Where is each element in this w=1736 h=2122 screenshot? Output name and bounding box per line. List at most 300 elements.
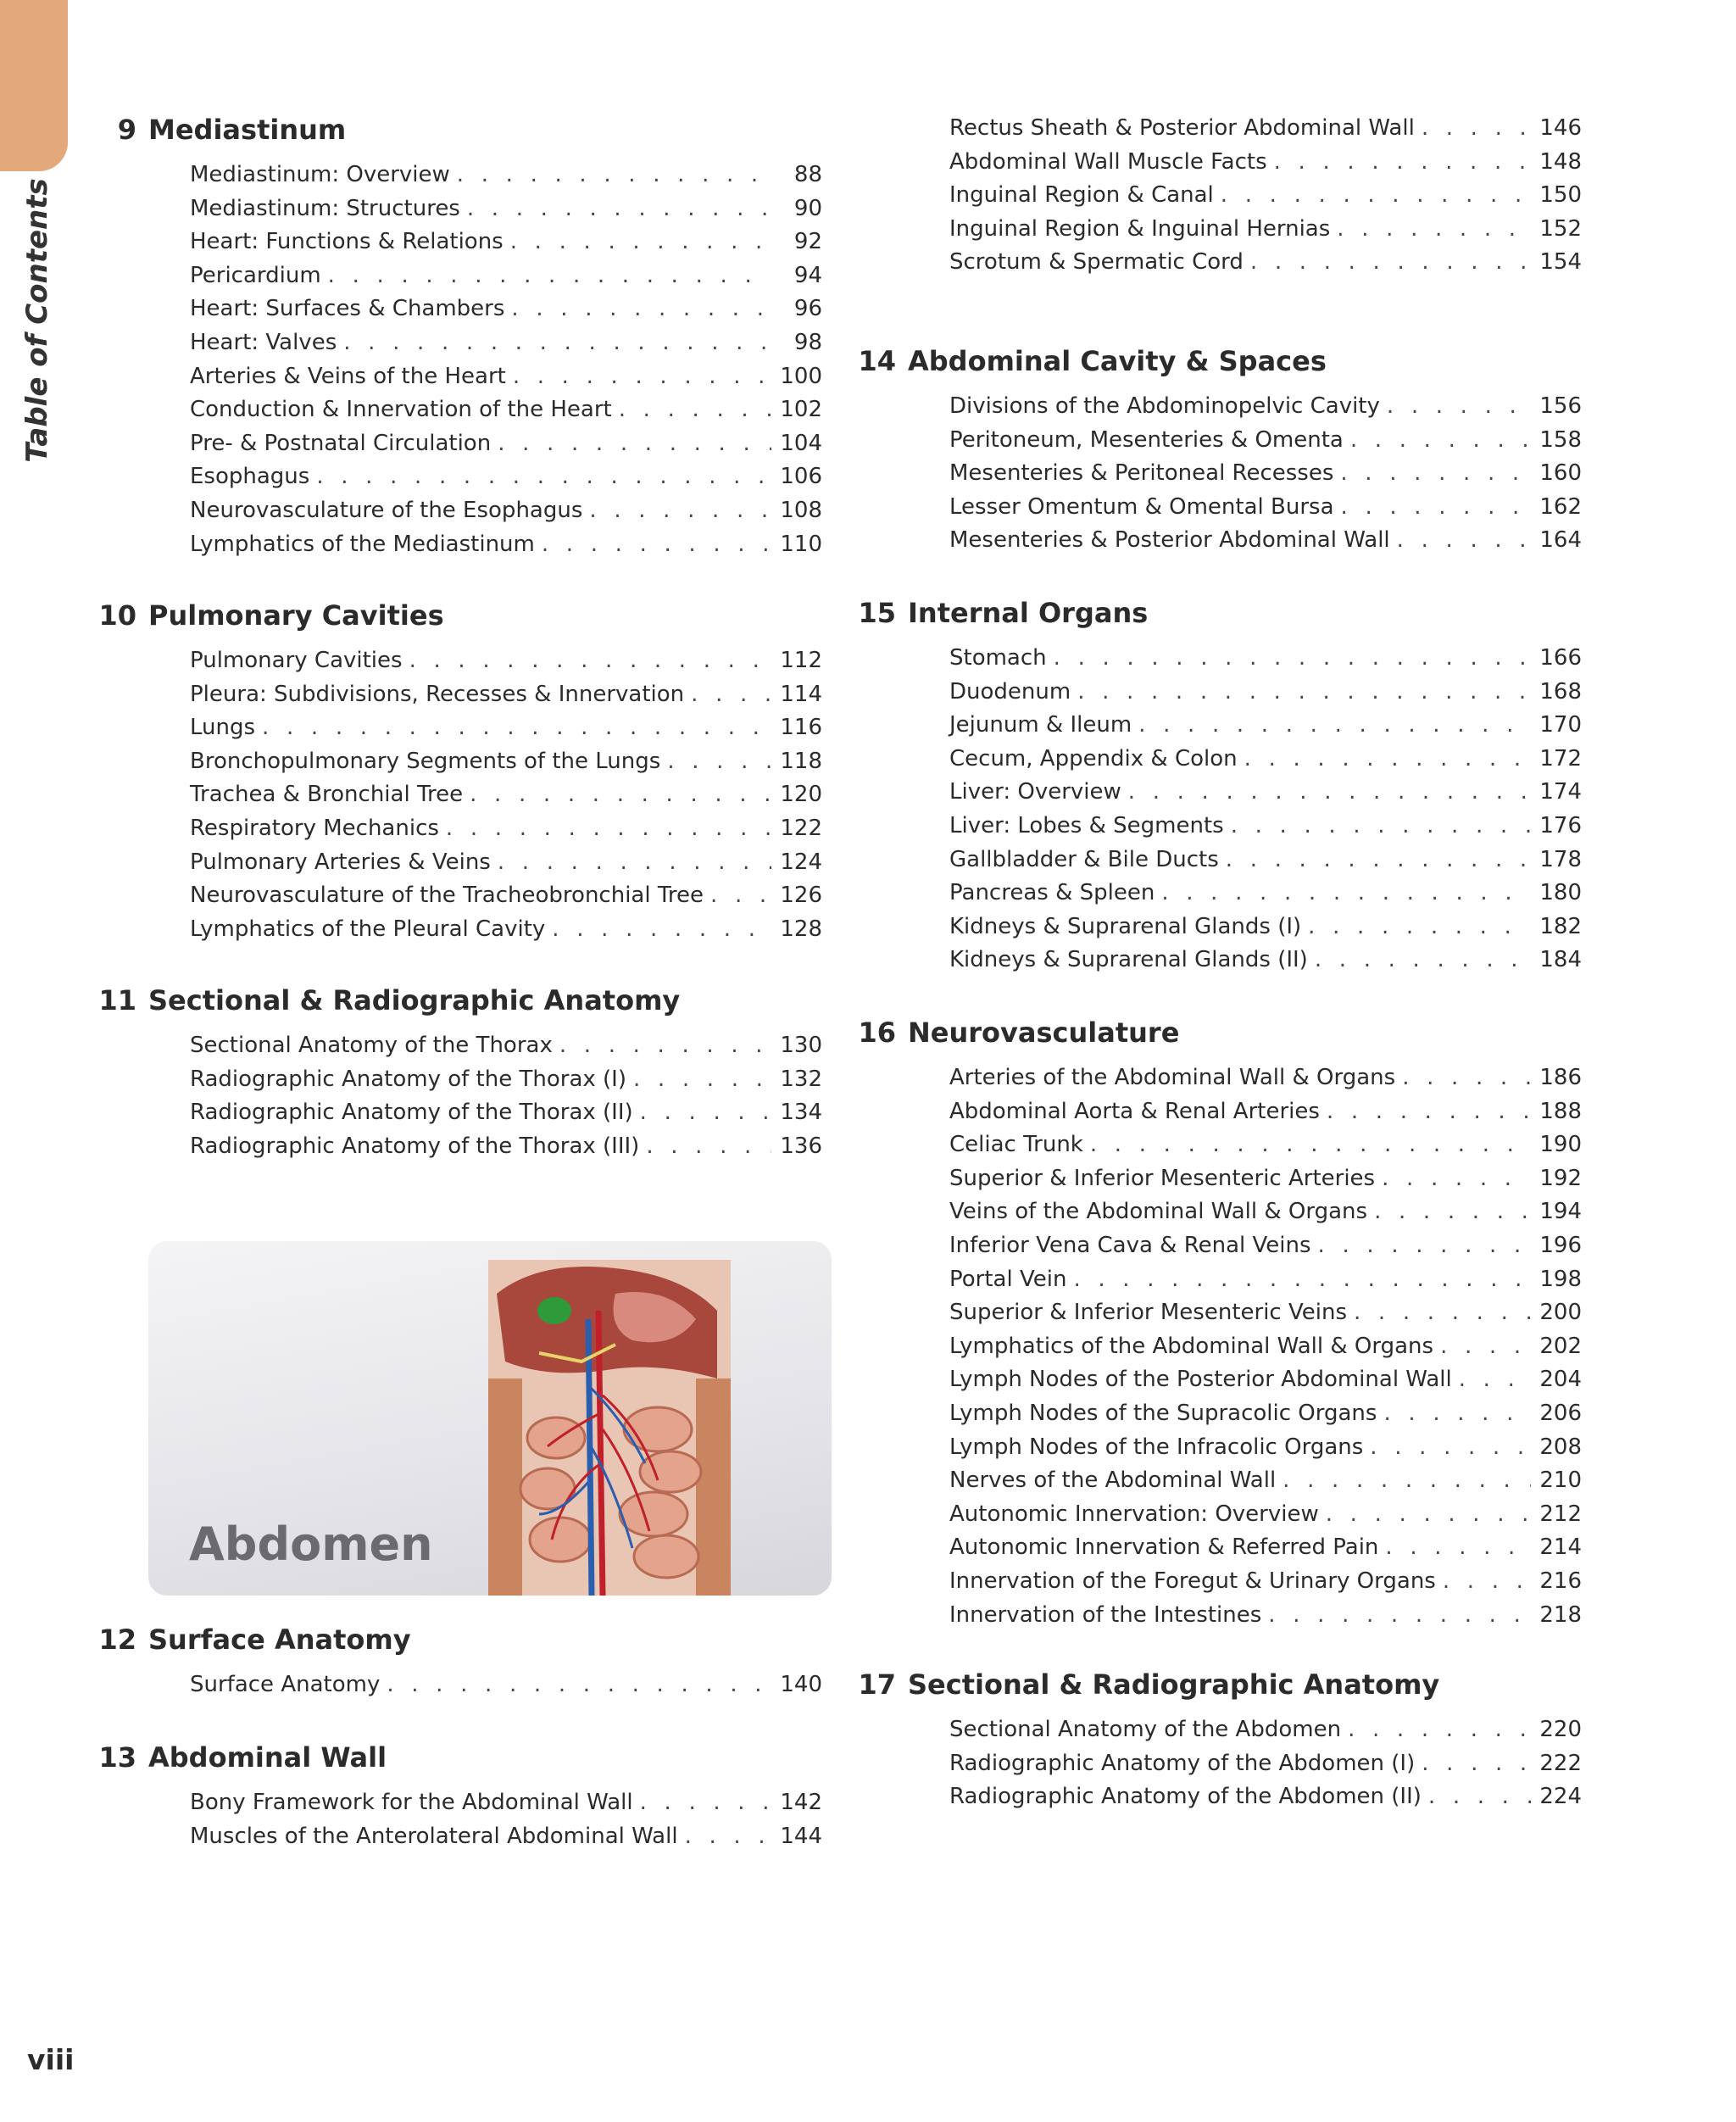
entry-title: Radiographic Anatomy of the Thorax (II) — [190, 1100, 633, 1126]
entry-title: Heart: Surfaces & Chambers — [190, 296, 505, 322]
chapter-heading — [858, 1016, 1582, 1050]
dot-leader — [1138, 709, 1531, 743]
entry-list — [908, 642, 1582, 977]
entry-page-number: 178 — [1539, 846, 1582, 872]
dot-leader — [1387, 390, 1531, 424]
dot-leader — [691, 678, 771, 712]
dot-leader — [619, 393, 771, 427]
entry-page-number: 160 — [1539, 460, 1582, 487]
toc-entry[interactable] — [949, 1464, 1582, 1498]
entry-page-number: 134 — [780, 1100, 822, 1126]
entry-title: Radiographic Anatomy of the Thorax (I) — [190, 1066, 626, 1092]
entry-title: Radiographic Anatomy of the Abdomen (I) — [949, 1750, 1416, 1776]
entry-title: Superior & Inferior Mesenteric Veins — [949, 1300, 1347, 1326]
toc-entry[interactable] — [949, 642, 1582, 676]
toc-entry[interactable] — [949, 1162, 1582, 1196]
entry-title: Heart: Functions & Relations — [190, 229, 504, 255]
entry-page-number: 144 — [780, 1823, 822, 1849]
toc-entry[interactable] — [190, 913, 822, 947]
entry-page-number: 152 — [1539, 215, 1582, 242]
entry-title: Heart: Valves — [190, 329, 337, 355]
dot-leader — [1054, 642, 1531, 676]
entry-list — [908, 1713, 1582, 1814]
chapter-title: Internal Organs — [908, 597, 1149, 629]
dot-leader — [1340, 457, 1531, 491]
entry-page-number: 196 — [1539, 1232, 1582, 1258]
dot-leader — [1274, 146, 1531, 180]
entry-title: Respiratory Mechanics — [190, 815, 439, 841]
dot-leader — [1422, 1747, 1531, 1781]
entry-page-number: 114 — [780, 681, 822, 707]
entry-page-number: 194 — [1539, 1199, 1582, 1225]
entry-list — [148, 1786, 822, 1853]
toc-entry[interactable] — [949, 213, 1582, 247]
toc-entry[interactable] — [190, 678, 822, 712]
entry-page-number: 128 — [780, 916, 822, 942]
entry-page-number: 108 — [780, 497, 822, 523]
entry-list — [908, 112, 1582, 280]
dot-leader — [1459, 1363, 1531, 1397]
entry-page-number: 182 — [1539, 913, 1582, 939]
entry-title: Pleura: Subdivisions, Recesses & Innervation — [190, 681, 685, 707]
chapter-title: Surface Anatomy — [148, 1624, 411, 1656]
toc-entry[interactable] — [949, 944, 1582, 977]
section-color-tab — [0, 0, 68, 171]
entry-title: Esophagus — [190, 464, 310, 490]
entry-title: Bronchopulmonary Segments of the Lungs — [190, 748, 661, 774]
toc-entry[interactable] — [949, 112, 1582, 146]
dot-leader — [343, 326, 771, 360]
entry-title: Kidneys & Suprarenal Glands (I) — [949, 913, 1302, 939]
dot-leader — [1231, 810, 1531, 844]
entry-title: Radiographic Anatomy of the Thorax (III) — [190, 1133, 640, 1159]
page-number: viii — [27, 2043, 75, 2076]
toc-entry[interactable] — [949, 179, 1582, 213]
toc-entry[interactable] — [190, 879, 822, 913]
entry-page-number: 158 — [1539, 426, 1582, 453]
chapter-13-continued — [908, 112, 1582, 280]
chapter-number: 11 — [98, 984, 136, 1016]
entry-title: Neurovasculature of the Tracheobronchial Tree — [190, 883, 704, 909]
toc-entry[interactable] — [949, 1498, 1582, 1532]
toc-entry[interactable] — [949, 524, 1582, 558]
entry-page-number: 170 — [1539, 712, 1582, 738]
toc-entry[interactable] — [190, 1029, 822, 1063]
toc-entry[interactable] — [190, 711, 822, 745]
chapter-heading — [98, 1623, 822, 1657]
entry-page-number: 136 — [780, 1133, 822, 1159]
entry-list — [908, 1061, 1582, 1632]
dot-leader — [646, 1130, 771, 1164]
entry-title: Pulmonary Cavities — [190, 648, 403, 673]
entry-page-number: 110 — [780, 531, 822, 557]
entry-title: Pre- & Postnatal Circulation — [190, 430, 492, 456]
toc-entry[interactable] — [190, 393, 822, 427]
entry-title: Inferior Vena Cava & Renal Veins — [949, 1232, 1311, 1258]
toc-entry[interactable] — [949, 709, 1582, 743]
entry-page-number: 168 — [1539, 678, 1582, 705]
chapter-number: 12 — [98, 1624, 136, 1656]
toc-entry[interactable] — [949, 1128, 1582, 1162]
entry-title: Cecum, Appendix & Colon — [949, 745, 1238, 771]
entry-title: Neurovasculature of the Esophagus — [190, 497, 583, 523]
dot-leader — [1221, 179, 1531, 213]
entry-title: Gallbladder & Bile Ducts — [949, 846, 1219, 872]
dot-leader — [387, 1668, 771, 1702]
dot-leader — [1382, 1162, 1531, 1196]
entry-title: Conduction & Innervation of the Heart — [190, 397, 612, 423]
dot-leader — [1077, 676, 1531, 710]
toc-entry[interactable] — [949, 1263, 1582, 1297]
toc-entry[interactable] — [190, 192, 822, 226]
toc-entry[interactable] — [949, 1195, 1582, 1229]
entry-title: Inguinal Region & Canal — [949, 182, 1214, 209]
chapter-title: Mediastinum — [148, 114, 347, 146]
dot-leader — [589, 494, 771, 528]
toc-entry[interactable] — [190, 292, 822, 326]
dot-leader — [667, 745, 771, 779]
entry-title: Veins of the Abdominal Wall & Organs — [949, 1199, 1368, 1225]
entry-title: Inguinal Region & Inguinal Hernias — [949, 215, 1331, 242]
entry-list — [148, 1668, 822, 1702]
entry-title: Rectus Sheath & Posterior Abdominal Wall — [949, 115, 1415, 141]
toc-entry[interactable] — [949, 676, 1582, 710]
toc-entry[interactable] — [949, 743, 1582, 777]
dot-leader — [446, 812, 771, 846]
dot-leader — [1283, 1464, 1531, 1498]
entry-page-number: 96 — [793, 296, 822, 322]
entry-title: Stomach — [949, 645, 1047, 671]
entry-title: Arteries of the Abdominal Wall & Organs — [949, 1065, 1396, 1090]
entry-page-number: 112 — [780, 648, 822, 673]
entry-title: Abdominal Aorta & Renal Arteries — [949, 1098, 1320, 1124]
dot-leader — [1250, 246, 1531, 280]
dot-leader — [1354, 1296, 1531, 1330]
dot-leader — [262, 711, 771, 745]
entry-title: Lesser Omentum & Omental Bursa — [949, 493, 1334, 520]
entry-page-number: 186 — [1539, 1065, 1582, 1090]
entry-title: Divisions of the Abdominopelvic Cavity — [949, 393, 1380, 419]
entry-page-number: 198 — [1539, 1266, 1582, 1292]
entry-title: Celiac Trunk — [949, 1132, 1083, 1158]
toc-entry[interactable] — [190, 427, 822, 461]
entry-page-number: 222 — [1539, 1750, 1582, 1776]
dot-leader — [1383, 1397, 1531, 1431]
dot-leader — [542, 528, 771, 562]
toc-entry[interactable] — [190, 1668, 822, 1702]
entry-page-number: 148 — [1539, 148, 1582, 175]
entry-page-number: 202 — [1539, 1333, 1582, 1359]
toc-entry[interactable] — [949, 1397, 1582, 1431]
dot-leader — [498, 846, 771, 880]
dot-leader — [1440, 1330, 1531, 1364]
entry-page-number: 88 — [793, 162, 822, 187]
entry-title: Sectional Anatomy of the Abdomen — [949, 1717, 1342, 1742]
entry-page-number: 106 — [780, 464, 822, 490]
side-label: Table of Contents — [20, 178, 54, 463]
entry-page-number: 104 — [780, 430, 822, 456]
dot-leader — [1090, 1128, 1531, 1162]
chapter-12 — [98, 1623, 822, 1702]
chapter-heading — [858, 1668, 1582, 1701]
toc-entry[interactable] — [949, 810, 1582, 844]
chapter-15 — [858, 596, 1582, 977]
entry-list — [148, 644, 822, 946]
toc-entry[interactable] — [190, 1130, 822, 1164]
entry-page-number: 126 — [780, 883, 822, 909]
entry-page-number: 102 — [780, 397, 822, 423]
toc-entry[interactable] — [949, 1780, 1582, 1814]
entry-page-number: 130 — [780, 1033, 822, 1058]
chapter-9 — [117, 113, 822, 561]
entry-title: Arteries & Veins of the Heart — [190, 363, 506, 389]
entry-title: Mediastinum: Structures — [190, 195, 460, 221]
toc-entry[interactable] — [949, 1330, 1582, 1364]
entry-title: Peritoneum, Mesenteries & Omenta — [949, 426, 1344, 453]
entry-title: Autonomic Innervation & Referred Pain — [949, 1534, 1379, 1561]
entry-page-number: 190 — [1539, 1132, 1582, 1158]
chapter-14 — [858, 344, 1582, 558]
entry-page-number: 132 — [780, 1066, 822, 1092]
chapter-title: Abdominal Wall — [148, 1741, 387, 1774]
entry-page-number: 208 — [1539, 1434, 1582, 1460]
entry-page-number: 100 — [780, 363, 822, 389]
dot-leader — [1341, 491, 1531, 525]
entry-list — [148, 1029, 822, 1163]
dot-leader — [513, 360, 771, 394]
toc-entry[interactable] — [190, 494, 822, 528]
chapter-title: Abdominal Cavity & Spaces — [908, 345, 1327, 377]
toc-entry[interactable] — [949, 1229, 1582, 1263]
chapter-title: Sectional & Radiographic Anatomy — [908, 1668, 1440, 1701]
toc-entry[interactable] — [949, 877, 1582, 911]
dot-leader — [1370, 1431, 1531, 1465]
entry-title: Lymphatics of the Mediastinum — [190, 531, 535, 557]
entry-page-number: 166 — [1539, 645, 1582, 671]
chapter-11 — [98, 983, 822, 1163]
dot-leader — [640, 1786, 771, 1820]
toc-entry[interactable] — [190, 778, 822, 812]
toc-entry[interactable] — [949, 457, 1582, 491]
entry-page-number: 140 — [780, 1672, 822, 1697]
entry-title: Lymphatics of the Pleural Cavity — [190, 916, 546, 942]
entry-page-number: 212 — [1539, 1501, 1582, 1527]
entry-page-number: 184 — [1539, 947, 1582, 973]
entry-page-number: 142 — [780, 1790, 822, 1815]
dot-leader — [1402, 1061, 1531, 1095]
entry-page-number: 146 — [1539, 115, 1582, 141]
entry-list — [148, 159, 822, 561]
toc-entry[interactable] — [190, 360, 822, 394]
entry-page-number: 92 — [793, 229, 822, 255]
chapter-heading — [98, 1740, 822, 1774]
toc-entry[interactable] — [949, 1599, 1582, 1633]
entry-page-number: 188 — [1539, 1098, 1582, 1124]
dot-leader — [685, 1820, 771, 1854]
banner-title: Abdomen — [189, 1518, 433, 1571]
dot-leader — [1073, 1263, 1531, 1297]
entry-page-number: 206 — [1539, 1400, 1582, 1426]
entry-title: Kidneys & Suprarenal Glands (II) — [949, 947, 1308, 973]
entry-page-number: 124 — [780, 849, 822, 875]
entry-page-number: 200 — [1539, 1300, 1582, 1326]
chapter-13 — [98, 1740, 822, 1853]
chapter-10 — [98, 599, 822, 946]
dot-leader — [1128, 776, 1531, 810]
toc-entry[interactable] — [949, 911, 1582, 944]
dot-leader — [1374, 1195, 1531, 1229]
dot-leader — [1308, 911, 1531, 944]
chapter-title: Neurovasculature — [908, 1016, 1180, 1049]
chapter-16 — [858, 1016, 1582, 1632]
entry-page-number: 180 — [1539, 880, 1582, 906]
entry-title: Liver: Overview — [949, 779, 1121, 805]
chapter-title: Sectional & Radiographic Anatomy — [148, 984, 681, 1016]
dot-leader — [633, 1063, 771, 1097]
toc-entry[interactable] — [949, 491, 1582, 525]
toc-entry[interactable] — [949, 1747, 1582, 1781]
dot-leader — [1350, 424, 1531, 458]
dot-leader — [511, 292, 771, 326]
entry-page-number: 94 — [793, 262, 822, 288]
toc-entry[interactable] — [949, 1095, 1582, 1129]
entry-page-number: 214 — [1539, 1534, 1582, 1561]
toc-entry[interactable] — [949, 1431, 1582, 1465]
toc-entry[interactable] — [949, 146, 1582, 180]
toc-entry[interactable] — [190, 460, 822, 494]
chapter-number: 9 — [117, 114, 136, 146]
entry-page-number: 210 — [1539, 1468, 1582, 1494]
entry-page-number: 172 — [1539, 745, 1582, 771]
toc-entry[interactable] — [949, 1061, 1582, 1095]
dot-leader — [552, 913, 771, 947]
entry-title: Abdominal Wall Muscle Facts — [949, 148, 1267, 175]
entry-title: Mesenteries & Peritoneal Recesses — [949, 460, 1334, 487]
chapter-title: Pulmonary Cavities — [148, 599, 444, 632]
dot-leader — [710, 879, 771, 913]
dot-leader — [328, 259, 771, 293]
toc-entry[interactable] — [190, 1096, 822, 1130]
toc-entry[interactable] — [190, 745, 822, 779]
toc-entry[interactable] — [190, 644, 822, 678]
chapter-heading — [98, 983, 822, 1017]
dot-leader — [1326, 1498, 1531, 1532]
dot-leader — [1161, 877, 1531, 911]
entry-page-number: 118 — [780, 748, 822, 774]
entry-page-number: 216 — [1539, 1568, 1582, 1594]
toc-entry[interactable] — [949, 1363, 1582, 1397]
entry-list — [908, 390, 1582, 558]
entry-title: Pulmonary Arteries & Veins — [190, 849, 491, 875]
entry-title: Innervation of the Foregut & Urinary Organs — [949, 1568, 1436, 1594]
entry-page-number: 204 — [1539, 1367, 1582, 1393]
entry-title: Bony Framework for the Abdominal Wall — [190, 1790, 633, 1815]
entry-title: Pericardium — [190, 262, 321, 288]
entry-title: Duodenum — [949, 678, 1071, 705]
toc-entry[interactable] — [949, 844, 1582, 877]
dot-leader — [1268, 1599, 1531, 1633]
dot-leader — [1244, 743, 1531, 777]
dot-leader — [1337, 213, 1531, 247]
toc-entry[interactable] — [190, 846, 822, 880]
chapter-number: 10 — [98, 599, 136, 632]
toc-entry[interactable] — [949, 424, 1582, 458]
abdominal-organs-illustration — [488, 1260, 731, 1596]
dot-leader — [316, 460, 771, 494]
entry-page-number: 122 — [780, 815, 822, 841]
toc-entry[interactable] — [949, 1531, 1582, 1565]
toc-entry[interactable] — [190, 259, 822, 293]
toc-entry[interactable] — [190, 1786, 822, 1820]
toc-entry[interactable] — [949, 246, 1582, 280]
chapter-heading — [858, 344, 1582, 378]
chapter-heading — [98, 599, 822, 632]
chapter-heading — [858, 596, 1582, 630]
chapter-heading — [117, 113, 822, 147]
entry-title: Mesenteries & Posterior Abdominal Wall — [949, 527, 1390, 554]
dot-leader — [409, 644, 771, 678]
entry-title: Jejunum & Ileum — [949, 712, 1132, 738]
chapter-number: 14 — [858, 345, 896, 377]
toc-entry[interactable] — [949, 776, 1582, 810]
entry-page-number: 120 — [780, 782, 822, 808]
toc-entry[interactable] — [190, 226, 822, 259]
dot-leader — [1397, 524, 1531, 558]
dot-leader — [640, 1096, 771, 1130]
entry-title: Lymph Nodes of the Supracolic Organs — [949, 1400, 1377, 1426]
entry-page-number: 162 — [1539, 493, 1582, 520]
entry-title: Lungs — [190, 715, 256, 741]
dot-leader — [457, 159, 771, 192]
entry-title: Innervation of the Intestines — [949, 1601, 1262, 1628]
entry-page-number: 174 — [1539, 779, 1582, 805]
entry-page-number: 98 — [793, 329, 822, 355]
entry-title: Lymph Nodes of the Infracolic Organs — [949, 1434, 1364, 1460]
toc-entry[interactable] — [949, 1296, 1582, 1330]
toc-entry[interactable] — [190, 528, 822, 562]
chapter-number: 13 — [98, 1741, 136, 1774]
entry-title: Mediastinum: Overview — [190, 162, 450, 187]
entry-page-number: 90 — [793, 195, 822, 221]
toc-entry[interactable] — [190, 159, 822, 192]
entry-page-number: 156 — [1539, 393, 1582, 419]
entry-page-number: 220 — [1539, 1717, 1582, 1742]
toc-entry[interactable] — [949, 1713, 1582, 1747]
entry-title: Trachea & Bronchial Tree — [190, 782, 464, 808]
toc-entry[interactable] — [190, 812, 822, 846]
dot-leader — [510, 226, 771, 259]
toc-entry[interactable] — [190, 1820, 822, 1854]
entry-page-number: 154 — [1539, 249, 1582, 276]
toc-entry[interactable] — [949, 390, 1582, 424]
entry-page-number: 176 — [1539, 812, 1582, 838]
dot-leader — [470, 778, 771, 812]
dot-leader — [559, 1029, 771, 1063]
dot-leader — [467, 192, 771, 226]
toc-entry[interactable] — [190, 1063, 822, 1097]
entry-title: Scrotum & Spermatic Cord — [949, 249, 1244, 276]
chapter-number: 15 — [858, 597, 896, 629]
entry-title: Superior & Inferior Mesenteric Arteries — [949, 1165, 1376, 1191]
dot-leader — [1385, 1531, 1531, 1565]
toc-entry[interactable] — [190, 326, 822, 360]
chapter-number: 16 — [858, 1016, 896, 1049]
toc-entry[interactable] — [949, 1565, 1582, 1599]
entry-page-number: 224 — [1539, 1784, 1582, 1810]
entry-title: Muscles of the Anterolateral Abdominal Wall — [190, 1823, 678, 1849]
entry-title: Autonomic Innervation: Overview — [949, 1501, 1319, 1527]
entry-page-number: 164 — [1539, 527, 1582, 554]
